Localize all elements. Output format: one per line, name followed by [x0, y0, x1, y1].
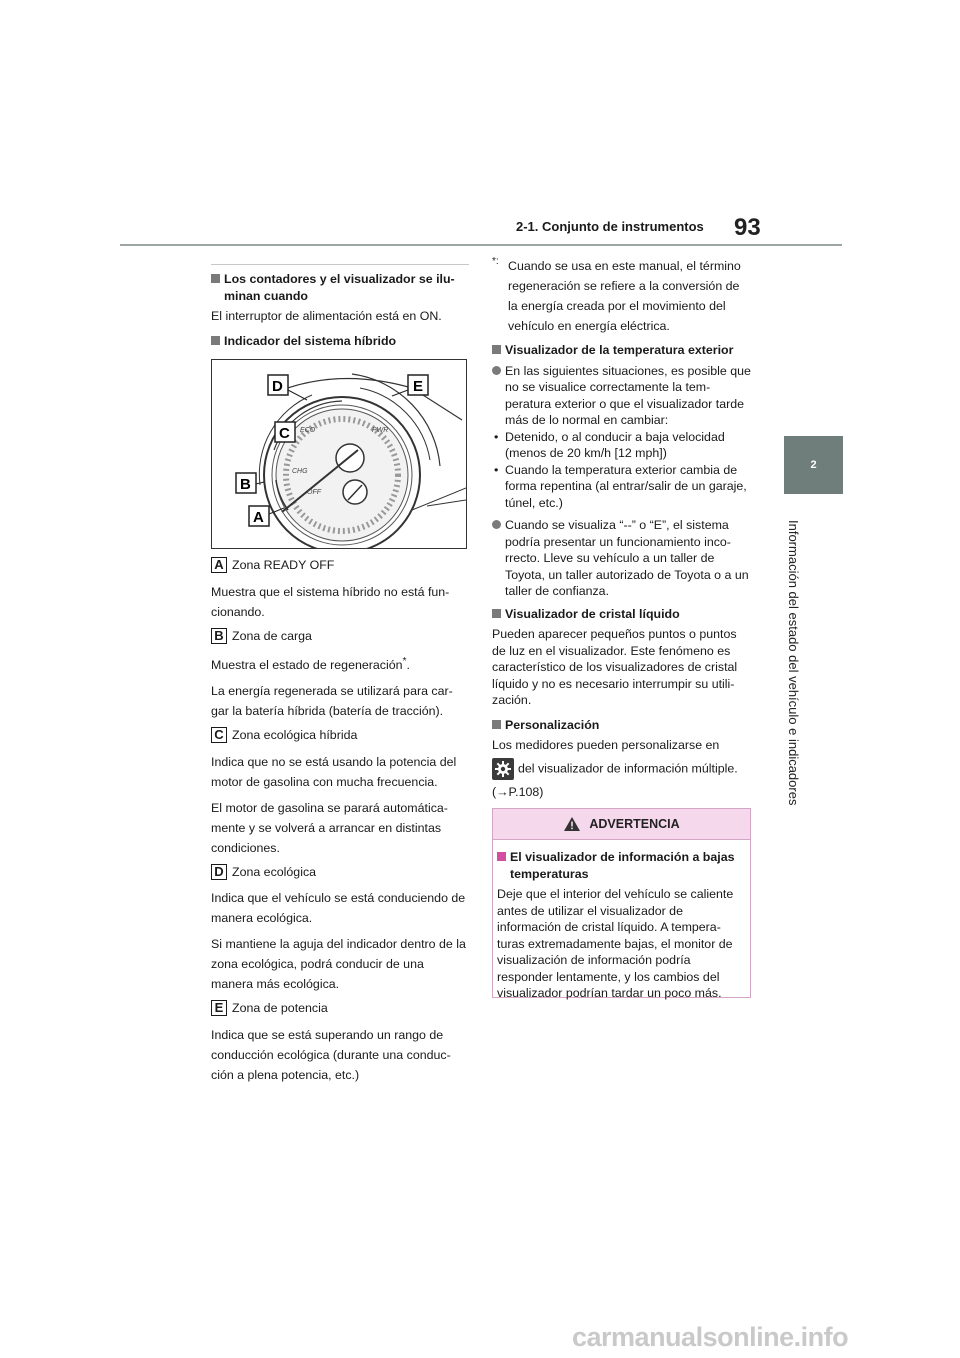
figure-label-b: B [240, 476, 251, 493]
column-divider [211, 264, 469, 265]
dial-label-eco: ECO [300, 427, 316, 434]
square-bullet-icon [492, 609, 501, 618]
paragraph: Indica que el vehículo se está conduciendo de manera ecológica. [211, 891, 466, 926]
chapter-title: Información del estado del vehículo e indicadores [786, 520, 801, 806]
section-heading: Visualizador de la temperatura exterior [492, 342, 752, 359]
warning-title: El visualizador de información a bajas temperaturas [497, 849, 746, 882]
header-divider [120, 244, 842, 246]
zone-label-a: A Zona READY OFF [211, 557, 469, 574]
paragraph: Pueden aparecer pequeños puntos o puntos de luz en el visualizador. Este fenómeno es característico de los visualizadores de cristal líquido y no es necesario interrumpir su utili-zación. [492, 627, 738, 707]
dial-label-off: OFF [307, 489, 321, 496]
settings-gear-icon [492, 758, 514, 780]
section-title: 2-1. Conjunto de instrumentos [516, 219, 704, 234]
paragraph: Si mantiene la aguja del indicador dentro de la zona ecológica, podrá conducir de una manera más ecológica. [211, 937, 466, 992]
paragraph: Muestra el estado de regeneración*. [211, 656, 410, 673]
figure-label-d: D [272, 378, 283, 395]
warning-header: ADVERTENCIA [493, 809, 750, 840]
paragraph: La energía regenerada se utilizará para car-gar la batería híbrida (batería de tracción). [211, 684, 453, 719]
watermark: carmanualsonline.info [572, 1322, 849, 1352]
right-column [492, 256, 752, 808]
circle-bullet-icon [492, 520, 501, 529]
sub-bullet-item: • Detenido, o al conducir a baja velocidad (menos de 20 km/h [12 mph]) [494, 429, 725, 460]
square-bullet-icon [211, 274, 220, 283]
paragraph: Muestra que el sistema híbrido no está fun-cionando. [211, 584, 450, 619]
zone-label-d: D Zona ecológica [211, 864, 469, 881]
page-reference: (→P.108) [492, 784, 544, 799]
square-bullet-icon [492, 345, 501, 354]
footnote: *: Cuando se usa en este manual, el término regeneración se refiere a la conversión de la energía creada por el movimiento del vehículo en energía eléctrica. [492, 256, 741, 333]
warning-body [493, 840, 750, 1002]
section-heading: Indicador del sistema híbrido [211, 333, 469, 350]
figure-label-e: E [413, 378, 424, 395]
figure-label-a: A [253, 509, 264, 526]
zone-label-c: C Zona ecológica híbrida [211, 727, 469, 744]
sub-bullet-item: • Cuando la temperatura exterior cambia de forma repentina (al entrar/salir de un garaje, túnel, etc.) [494, 462, 747, 510]
hybrid-indicator-gauge-illustration [212, 360, 466, 548]
section-heading: Visualizador de cristal líquido [492, 606, 752, 623]
section-heading: Los contadores y el visualizador se ilu-minan cuando [211, 271, 469, 304]
warning-text: Deje que el interior del vehículo se caliente antes de utilizar el visualizador de información de cristal líquido. A tempera-turas extremadamente bajas, el monitor de visualización de información podría responder lentamente, y los cambios del visualizador podrían tardar un poco más. [497, 887, 734, 1000]
paragraph: del visualizador de información múltiple. [492, 758, 752, 780]
section-heading: Personalización [492, 717, 752, 734]
paragraph: Indica que no se está usando la potencia del motor de gasolina con mucha frecuencia. [211, 754, 457, 789]
warning-box [492, 808, 751, 998]
page-number: 93 [734, 214, 761, 241]
left-column [211, 264, 469, 1091]
round-bullet-item: Cuando se visualiza “--” o “E”, el sistema podría presentar un funcionamiento inco-rrecto. Lleve su vehículo a un taller de Toyota, un taller autorizado de Toyota o a un taller de confianza. [492, 517, 752, 600]
square-bullet-icon [492, 720, 501, 729]
hybrid-indicator-figure [211, 359, 467, 549]
chapter-tab [784, 436, 843, 494]
zone-label-e: E Zona de potencia [211, 1000, 469, 1017]
warning-triangle-icon [563, 816, 581, 832]
chapter-number: 2 [810, 459, 817, 471]
paragraph: Indica que se está superando un rango de conducción ecológica (durante una conduc-ción a plena potencia, etc.) [211, 1027, 451, 1082]
paragraph: El motor de gasolina se parará automática-mente y se volverá a arrancar en distintas condiciones. [211, 800, 448, 855]
dial-label-pwr: PWR [372, 427, 389, 434]
dial-label-chg: CHG [292, 468, 308, 475]
circle-bullet-icon [492, 366, 501, 375]
square-bullet-icon [211, 336, 220, 345]
paragraph: Los medidores pueden personalizarse en [492, 738, 720, 752]
round-bullet-item: En las siguientes situaciones, es posible que no se visualice correctamente la tem-peratura exterior o que el visualizador tarde más de lo normal en cambiar: • Detenido, o al conducir a baja velocidad (menos de 20 km/h [12 mph]) • Cuando la temperatura exterior cambia de forma repentina (al entrar/salir de un garaje, túnel, etc.) [494, 363, 751, 510]
figure-label-c: C [279, 425, 290, 442]
square-bullet-icon [497, 852, 506, 861]
zone-label-b: B Zona de carga [211, 628, 469, 645]
paragraph: El interruptor de alimentación está en ON. [211, 309, 442, 323]
